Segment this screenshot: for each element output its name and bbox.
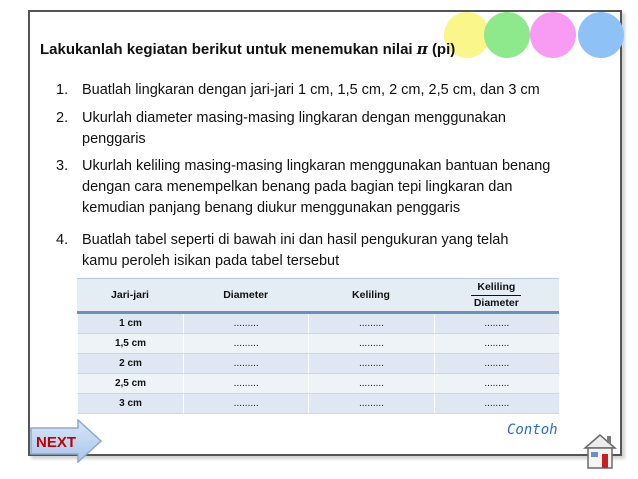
header-diameter: Diameter bbox=[183, 278, 308, 314]
cell-ratio: ......... bbox=[434, 394, 559, 414]
cell-ratio: ......... bbox=[434, 334, 559, 354]
step-1: 1. Buatlah lingkaran dengan jari-jari 1 cm, 1,5 cm, 2 cm, 2,5 cm, dan 3 cm bbox=[56, 82, 540, 98]
page-title: Lakukanlah kegiatan berikut untuk menemukan nilai π (pi) bbox=[40, 40, 456, 58]
table-row bbox=[77, 394, 559, 414]
table-row bbox=[77, 334, 559, 354]
cell-keliling: ......... bbox=[308, 394, 433, 414]
step-4: 4. Buatlah tabel seperti di bawah ini dan hasil pengukuran yang telah kamu peroleh isikan pada tabel tersebut bbox=[56, 232, 509, 269]
pi-symbol: π bbox=[416, 40, 428, 58]
home-icon[interactable] bbox=[582, 432, 618, 472]
header-jari-jari: Jari-jari bbox=[77, 278, 183, 314]
ratio-denominator: Diameter bbox=[473, 296, 519, 309]
cell-ratio: ......... bbox=[434, 374, 559, 394]
cell-ratio: ......... bbox=[434, 314, 559, 334]
cell-keliling: ......... bbox=[308, 314, 433, 334]
cell-radius: 1,5 cm bbox=[77, 334, 183, 354]
cell-diameter: ......... bbox=[183, 394, 308, 414]
cell-diameter: ......... bbox=[183, 374, 308, 394]
measurement-table bbox=[77, 278, 559, 414]
table-header-row bbox=[77, 278, 559, 314]
decor-circle-blue bbox=[578, 12, 624, 58]
cell-keliling: ......... bbox=[308, 354, 433, 374]
contoh-link[interactable]: Contoh bbox=[507, 422, 558, 438]
step-3: 3. Ukurlah keliling masing-masing lingkaran menggunakan bantuan benang dengan cara menempelkan benang pada bagian tepi lingkaran dan kemudian panjang benang diukur menggunakan penggaris bbox=[56, 158, 551, 216]
cell-diameter: ......... bbox=[183, 354, 308, 374]
cell-radius: 3 cm bbox=[77, 394, 183, 414]
step-2: 2. Ukurlah diameter masing-masing lingkaran dengan menggunakan penggaris bbox=[56, 110, 506, 147]
cell-diameter: ......... bbox=[183, 334, 308, 354]
cell-radius: 2 cm bbox=[77, 354, 183, 374]
header-keliling: Keliling bbox=[308, 278, 433, 314]
table-row bbox=[77, 354, 559, 374]
ratio-numerator: Keliling bbox=[471, 281, 521, 296]
decor-circle-pink bbox=[530, 12, 576, 58]
table-row bbox=[77, 374, 559, 394]
cell-radius: 2,5 cm bbox=[77, 374, 183, 394]
cell-keliling: ......... bbox=[308, 374, 433, 394]
cell-keliling: ......... bbox=[308, 334, 433, 354]
next-button-label[interactable]: NEXT bbox=[36, 434, 77, 451]
table-row bbox=[77, 314, 559, 334]
cell-ratio: ......... bbox=[434, 354, 559, 374]
decor-circle-green bbox=[484, 12, 530, 58]
cell-radius: 1 cm bbox=[77, 314, 183, 334]
header-ratio bbox=[434, 278, 559, 314]
cell-diameter: ......... bbox=[183, 314, 308, 334]
